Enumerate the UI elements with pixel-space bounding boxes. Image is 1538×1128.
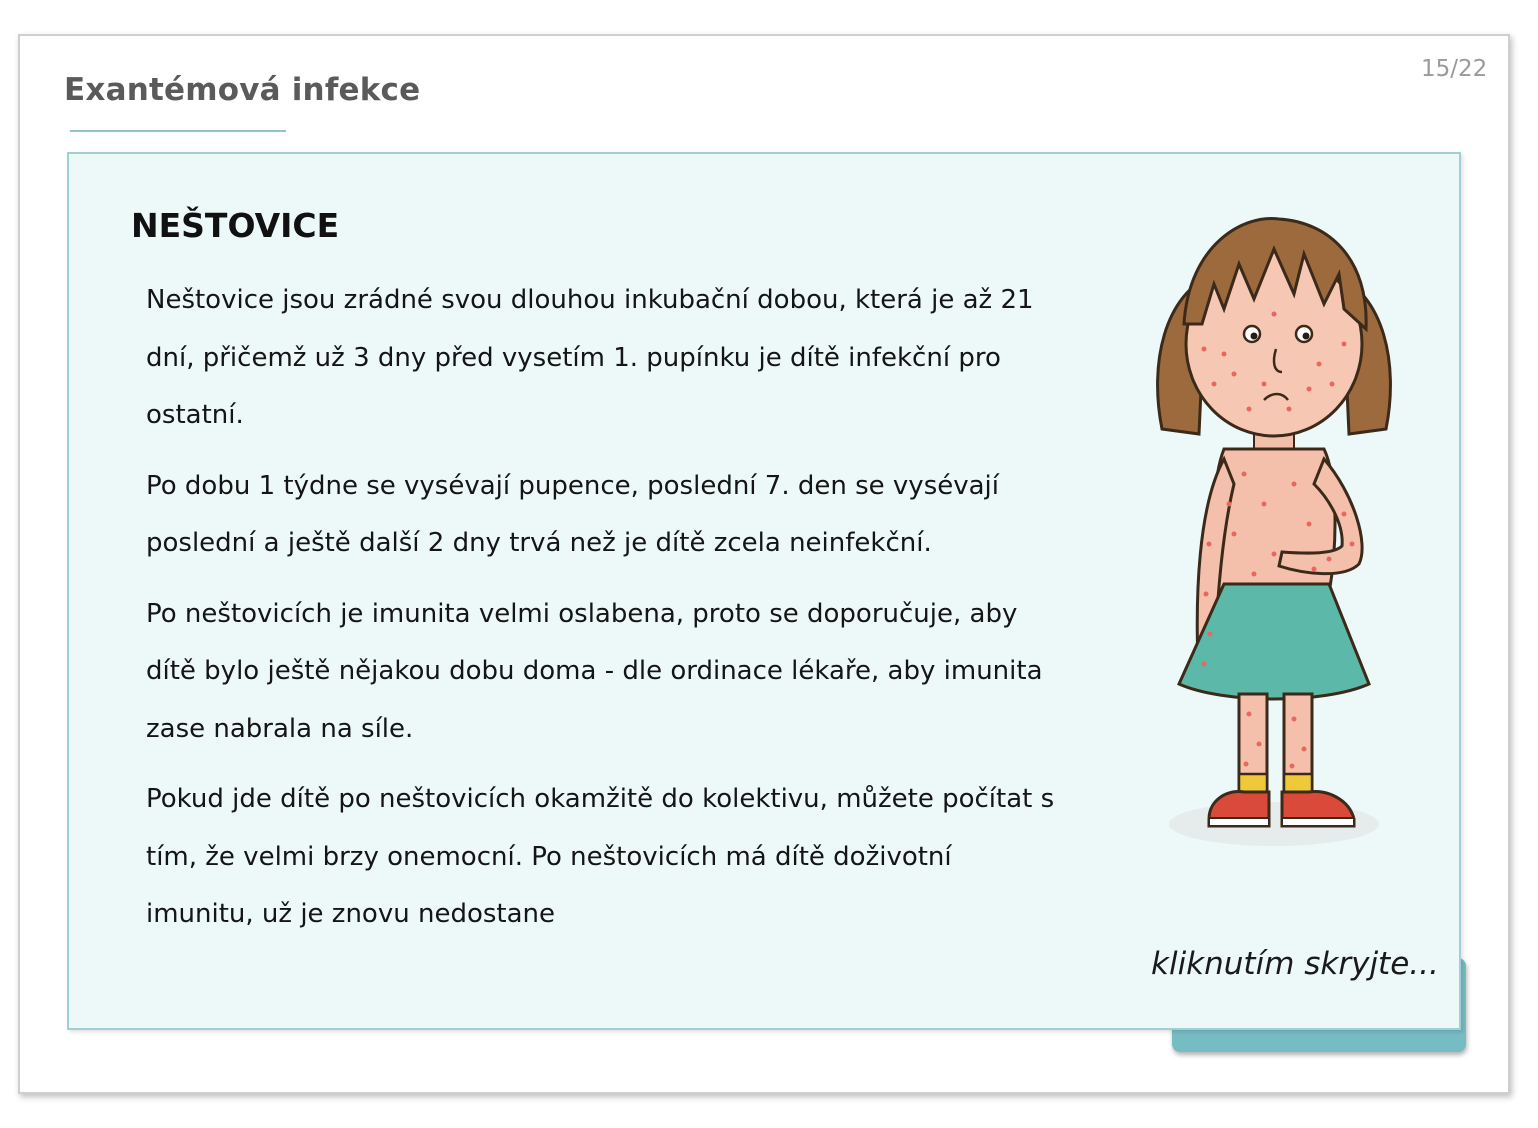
card-heading: NEŠTOVICE xyxy=(131,206,340,245)
card-body xyxy=(146,272,1066,957)
card-paragraph-3: Po neštovicích je imunita velmi oslabena, proto se doporučuje, aby dítě bylo ještě nějakou dobu doma - dle ordinace lékaře, aby imunita zase nabrala na síle. xyxy=(146,598,1043,744)
card-paragraph-1: Neštovice jsou zrádné svou dlouhou inkubační dobou, která je až 21 dní, přičemž už 3 dny před vysetím 1. pupínku je dítě infekční pro ostatní. xyxy=(146,285,1034,430)
page-counter: 15/22 xyxy=(1421,56,1488,82)
card-paragraph-2: Po dobu 1 týdne se vysévají pupence, poslední 7. den se vysévají poslední a ještě další 2 dny trvá než je dítě zcela neinfekční. xyxy=(146,470,999,558)
sick-girl-illustration xyxy=(1154,214,1394,864)
hide-link[interactable]: kliknutím skryjte... xyxy=(1151,946,1439,982)
title-underline xyxy=(70,130,286,132)
info-card[interactable] xyxy=(67,152,1461,1030)
card-paragraph-4: Pokud jde dítě po neštovicích okamžitě do kolektivu, můžete počítat s tím, že velmi brzy onemocní. Po neštovicích má dítě doživotní imunitu, už je znovu nedostane xyxy=(146,784,1055,929)
slide-title: Exantémová infekce xyxy=(64,72,421,108)
